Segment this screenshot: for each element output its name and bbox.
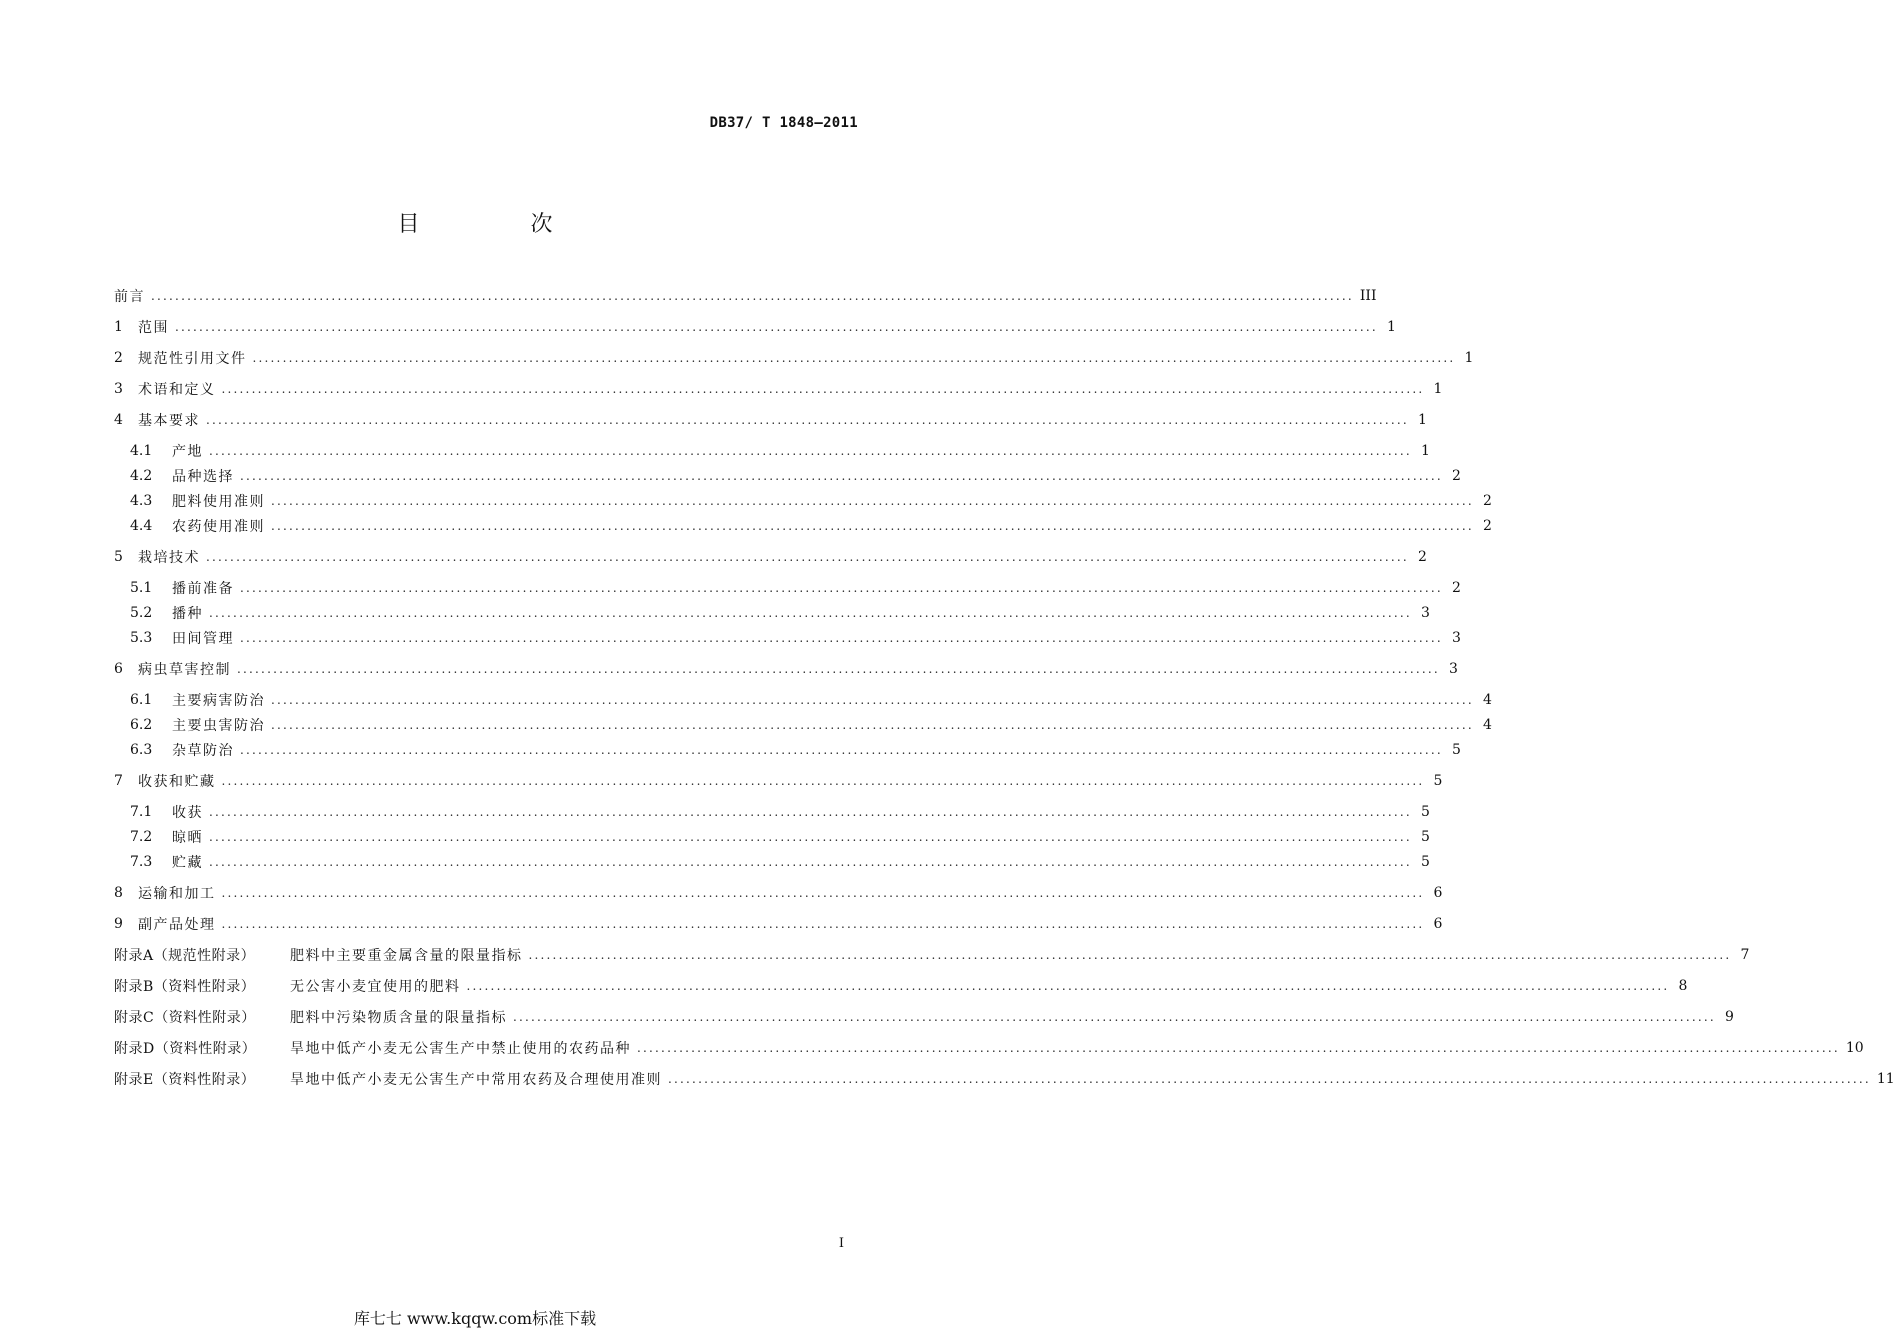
toc-entry-page: 3 <box>1420 605 1430 621</box>
toc-leader-dots: ........................................................................................................................................................................................................ <box>209 606 1412 620</box>
toc-entry-number: 4.1 <box>130 443 153 459</box>
toc-entry-6-1[interactable] <box>130 688 1492 712</box>
toc-entry-number: 3 <box>114 381 123 397</box>
toc-appendix-prefix: 附录B（资料性附录） <box>114 979 256 995</box>
toc-entry-text: 产地 <box>172 444 203 460</box>
toc-leader-dots: ........................................................................................................................................................................................................ <box>175 320 1378 334</box>
toc-entry-text: 旱地中低产小麦无公害生产中常用农药及合理使用准则 <box>290 1072 662 1088</box>
toc-leader-dots: ........................................................................................................................................................................................................ <box>271 693 1474 707</box>
toc-entry-number: 7.2 <box>130 829 153 845</box>
toc-entry-text: 主要病害防治 <box>172 693 265 709</box>
toc-leader-dots: ........................................................................................................................................................................................................ <box>240 581 1443 595</box>
toc-leader-dots: ........................................................................................................................................................................................................ <box>271 494 1474 508</box>
toc-entry-number: 6.1 <box>130 692 153 708</box>
toc-entry-text: 肥料使用准则 <box>172 494 265 510</box>
toc-entry-page: 3 <box>1451 630 1461 646</box>
toc-leader-dots: ........................................................................................................................................................................................................ <box>209 444 1412 458</box>
toc-leader-dots: ........................................................................................................................................................................................................ <box>221 382 1425 396</box>
toc-entry-text: 播前准备 <box>172 581 234 597</box>
toc-entry-7-1[interactable] <box>130 800 1430 824</box>
document-code: DB37/ T 1848—2011 <box>709 115 858 131</box>
toc-entry-text: 无公害小麦宜使用的肥料 <box>290 979 461 995</box>
toc-entry-page: 8 <box>1678 978 1688 994</box>
toc-entry-text: 品种选择 <box>172 469 234 485</box>
toc-entry-5[interactable] <box>114 545 1427 569</box>
toc-entry-page: III <box>1359 288 1377 304</box>
toc-leader-dots: ........................................................................................................................................................................................................ <box>668 1072 1871 1086</box>
toc-entry-text: 术语和定义 <box>138 382 216 398</box>
toc-entry-number: 5.2 <box>130 605 153 621</box>
toc-entry-page: 6 <box>1433 916 1443 932</box>
toc-entry-page: 6 <box>1433 885 1443 901</box>
toc-entry-page: 5 <box>1420 804 1430 820</box>
toc-entry-text: 收获和贮藏 <box>138 774 216 790</box>
toc-entry-text: 贮藏 <box>172 855 203 871</box>
toc-entry-page: 1 <box>1433 381 1443 397</box>
toc-entry-page: 5 <box>1451 742 1461 758</box>
toc-leader-dots: ........................................................................................................................................................................................................ <box>466 979 1670 993</box>
toc-entry-text: 肥料中污染物质含量的限量指标 <box>290 1010 507 1026</box>
toc-entry-text: 田间管理 <box>172 631 234 647</box>
toc-entry-5-3[interactable] <box>130 626 1461 650</box>
toc-leader-dots: ........................................................................................................................................................................................................ <box>151 289 1354 303</box>
toc-leader-dots: ........................................................................................................................................................................................................ <box>209 805 1412 819</box>
toc-entry-4-3[interactable] <box>130 489 1492 513</box>
toc-leader-dots: ........................................................................................................................................................................................................ <box>221 917 1425 931</box>
toc-entry-number: 4.3 <box>130 493 153 509</box>
toc-leader-dots: ........................................................................................................................................................................................................ <box>271 718 1474 732</box>
toc-leader-dots: ........................................................................................................................................................................................................ <box>206 550 1409 564</box>
toc-entry-text: 基本要求 <box>138 413 200 429</box>
toc-entry-preface[interactable] <box>114 284 1377 308</box>
toc-entry-number: 7.1 <box>130 804 153 820</box>
toc-entry-text: 杂草防治 <box>172 743 234 759</box>
toc-entry-page: 7 <box>1740 947 1750 963</box>
toc-leader-dots: ........................................................................................................................................................................................................ <box>221 886 1425 900</box>
toc-entry-appendix-e[interactable] <box>114 1067 1895 1091</box>
toc-entry-9[interactable] <box>114 912 1443 936</box>
toc-entry-text: 栽培技术 <box>138 550 200 566</box>
toc-entry-text: 旱地中低产小麦无公害生产中禁止使用的农药品种 <box>290 1041 631 1057</box>
toc-entry-page: 2 <box>1451 580 1461 596</box>
toc-entry-4-1[interactable] <box>130 439 1430 463</box>
toc-leader-dots: ........................................................................................................................................................................................................ <box>240 743 1443 757</box>
toc-entry-number: 7 <box>114 773 123 789</box>
toc-entry-number: 6.3 <box>130 742 153 758</box>
toc-leader-dots: ........................................................................................................................................................................................................ <box>271 519 1474 533</box>
toc-entry-6[interactable] <box>114 657 1458 681</box>
toc-entry-text: 规范性引用文件 <box>138 351 247 367</box>
toc-entry-page: 2 <box>1482 518 1492 534</box>
toc-entry-page: 5 <box>1420 854 1430 870</box>
toc-entry-text: 肥料中主要重金属含量的限量指标 <box>290 948 523 964</box>
toc-entry-number: 7.3 <box>130 854 153 870</box>
toc-entry-page: 2 <box>1417 549 1427 565</box>
toc-entry-number: 6.2 <box>130 717 153 733</box>
toc-entry-text: 农药使用准则 <box>172 519 265 535</box>
toc-entry-6-2[interactable] <box>130 713 1492 737</box>
page-number: I <box>838 1236 844 1251</box>
toc-entry-page: 4 <box>1482 692 1492 708</box>
toc-entry-2[interactable] <box>114 346 1474 370</box>
toc-entry-number: 5.1 <box>130 580 153 596</box>
toc-entry-appendix-c[interactable] <box>114 1005 1734 1029</box>
toc-entry-page: 4 <box>1482 717 1492 733</box>
toc-appendix-prefix: 附录A（规范性附录） <box>114 948 256 964</box>
toc-entry-appendix-d[interactable] <box>114 1036 1864 1060</box>
toc-appendix-prefix: 附录C（资料性附录） <box>114 1010 256 1026</box>
toc-leader-dots: ........................................................................................................................................................................................................ <box>240 469 1443 483</box>
toc-entry-text: 前言 <box>114 289 145 305</box>
toc-entry-page: 5 <box>1433 773 1443 789</box>
toc-entry-8[interactable] <box>114 881 1443 905</box>
toc-entry-text: 运输和加工 <box>138 886 216 902</box>
toc-entry-5-2[interactable] <box>130 601 1430 625</box>
toc-entry-7[interactable] <box>114 769 1443 793</box>
toc-entry-1[interactable] <box>114 315 1396 339</box>
toc-entry-text: 病虫草害控制 <box>138 662 231 678</box>
toc-entry-text: 晾晒 <box>172 830 203 846</box>
toc-entry-page: 1 <box>1417 412 1427 428</box>
toc-entry-page: 3 <box>1448 661 1458 677</box>
toc-appendix-prefix: 附录D（资料性附录） <box>114 1041 257 1057</box>
toc-entry-number: 5.3 <box>130 630 153 646</box>
toc-entry-page: 10 <box>1845 1040 1864 1056</box>
toc-entry-page: 2 <box>1482 493 1492 509</box>
toc-entry-7-3[interactable] <box>130 850 1430 874</box>
toc-entry-page: 2 <box>1451 468 1461 484</box>
toc-entry-text: 播种 <box>172 606 203 622</box>
toc-entry-text: 副产品处理 <box>138 917 216 933</box>
toc-title: 目 次 <box>397 212 605 237</box>
toc-entry-page: 1 <box>1386 319 1396 335</box>
toc-leader-dots: ........................................................................................................................................................................................................ <box>237 662 1440 676</box>
toc-appendix-prefix: 附录E（资料性附录） <box>114 1072 256 1088</box>
toc-entry-number: 5 <box>114 549 123 565</box>
toc-entry-page: 1 <box>1464 350 1474 366</box>
toc-entry-4-2[interactable] <box>130 464 1461 488</box>
toc-leader-dots: ........................................................................................................................................................................................................ <box>513 1010 1716 1024</box>
toc-leader-dots: ........................................................................................................................................................................................................ <box>252 351 1456 365</box>
toc-entry-appendix-a[interactable] <box>114 943 1750 967</box>
toc-leader-dots: ........................................................................................................................................................................................................ <box>209 855 1412 869</box>
toc-entry-number: 9 <box>114 916 123 932</box>
toc-entry-text: 范围 <box>138 320 169 336</box>
toc-entry-4[interactable] <box>114 408 1427 432</box>
toc-entry-5-1[interactable] <box>130 576 1461 600</box>
toc-entry-3[interactable] <box>114 377 1443 401</box>
toc-entry-number: 6 <box>114 661 123 677</box>
toc-entry-page: 11 <box>1876 1071 1895 1087</box>
toc-entry-number: 1 <box>114 319 123 335</box>
toc-entry-page: 1 <box>1420 443 1430 459</box>
footer-watermark: 库七七 www.kqqw.com标准下载 <box>353 1309 597 1328</box>
toc-entry-7-2[interactable] <box>130 825 1430 849</box>
toc-entry-number: 4 <box>114 412 123 428</box>
toc-entry-4-4[interactable] <box>130 514 1492 538</box>
toc-entry-text: 主要虫害防治 <box>172 718 265 734</box>
toc-leader-dots: ........................................................................................................................................................................................................ <box>240 631 1443 645</box>
toc-entry-page: 5 <box>1420 829 1430 845</box>
toc-leader-dots: ........................................................................................................................................................................................................ <box>528 948 1732 962</box>
toc-entry-6-3[interactable] <box>130 738 1461 762</box>
toc-leader-dots: ........................................................................................................................................................................................................ <box>221 774 1425 788</box>
toc-entry-number: 2 <box>114 350 123 366</box>
toc-leader-dots: ........................................................................................................................................................................................................ <box>206 413 1409 427</box>
toc-entry-page: 9 <box>1724 1009 1734 1025</box>
toc-entry-number: 4.4 <box>130 518 153 534</box>
toc-leader-dots: ........................................................................................................................................................................................................ <box>209 830 1412 844</box>
toc-entry-number: 8 <box>114 885 123 901</box>
toc-entry-number: 4.2 <box>130 468 153 484</box>
toc-entry-appendix-b[interactable] <box>114 974 1688 998</box>
toc-entry-text: 收获 <box>172 805 203 821</box>
toc-leader-dots: ........................................................................................................................................................................................................ <box>637 1041 1840 1055</box>
